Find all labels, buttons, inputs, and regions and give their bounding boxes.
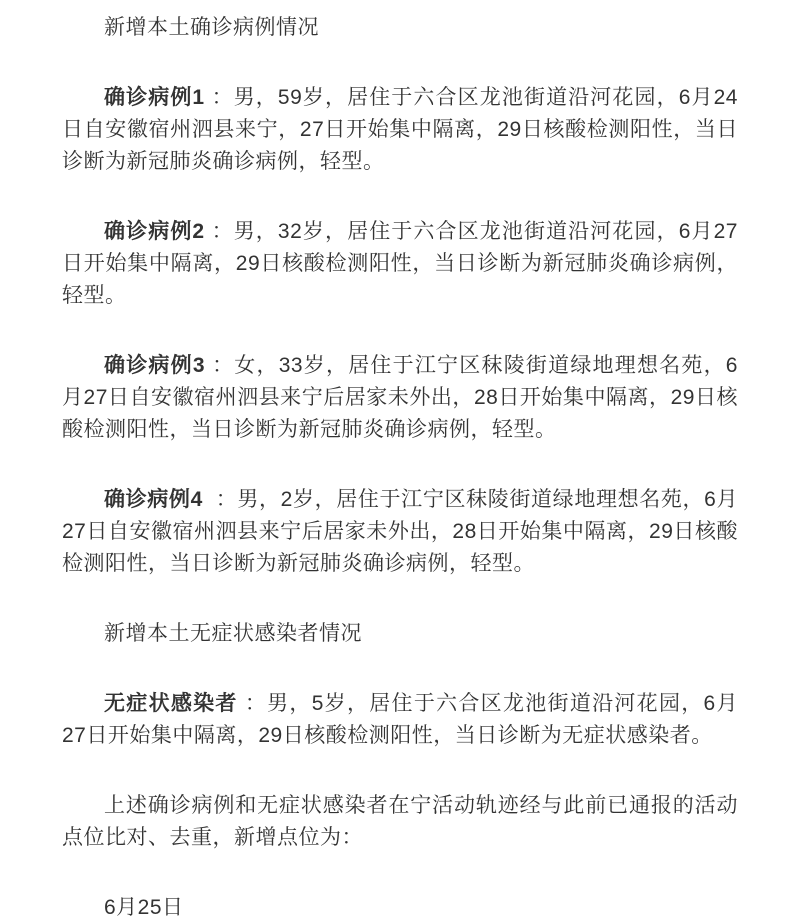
asymptomatic-paragraph <box>62 688 738 752</box>
summary-paragraph: 上述确诊病例和无症状感染者在宁活动轨迹经与此前已通报的活动点位比对、去重，新增点位为： <box>62 794 738 849</box>
case-1-label: 确诊病例1 <box>104 86 205 109</box>
case-1-text: 男，59岁，居住于六合区龙池街道沿河花园，6月24日自安徽宿州泗县来宁，27日开始集中隔离，29日核酸检测阳性，当日诊断为新冠肺炎确诊病例，轻型。 <box>62 86 738 173</box>
case-1-separator: ： <box>204 86 234 109</box>
case-3-paragraph <box>62 350 738 446</box>
asymptomatic-text: 男，5岁，居住于六合区龙池街道沿河花园，6月27日开始集中隔离，29日核酸检测阳性，当日诊断为无症状感染者。 <box>62 692 739 747</box>
asymptomatic-label: 无症状感染者 <box>104 692 238 715</box>
section-title-confirmed-cases: 新增本土确诊病例情况 <box>104 16 319 39</box>
case-2-text: 男，32岁，居住于六合区龙池街道沿河花园，6月27日开始集中隔离，29日核酸检测阳性，当日诊断为新冠肺炎确诊病例，轻型。 <box>62 220 738 307</box>
section-title-asymptomatic: 新增本土无症状感染者情况 <box>104 622 362 645</box>
case-3-separator: ： <box>205 354 235 377</box>
case-2-paragraph <box>62 216 738 312</box>
case-3-text: 女，33岁，居住于江宁区秣陵街道绿地理想名苑，6月27日自安徽宿州泗县来宁后居家未外出，28日开始集中隔离，29日核酸检测阳性，当日诊断为新冠肺炎确诊病例，轻型。 <box>62 354 738 441</box>
case-2-label: 确诊病例2 <box>104 220 205 243</box>
case-4-paragraph <box>62 484 738 580</box>
case-4-label: 确诊病例4 <box>104 488 203 511</box>
case-3-label: 确诊病例3 <box>104 354 206 377</box>
case-4-separator: ： <box>202 488 238 511</box>
asymptomatic-separator: ： <box>237 692 268 715</box>
article-body <box>62 12 738 924</box>
case-2-separator: ： <box>204 220 234 243</box>
date-line: 6月25日 <box>104 896 184 919</box>
case-4-text: 男，2岁，居住于江宁区秣陵街道绿地理想名苑，6月27日自安徽宿州泗县来宁后居家未外出，28日开始集中隔离，29日核酸检测阳性，当日诊断为新冠肺炎确诊病例，轻型。 <box>62 488 738 575</box>
case-1-paragraph <box>62 82 738 178</box>
